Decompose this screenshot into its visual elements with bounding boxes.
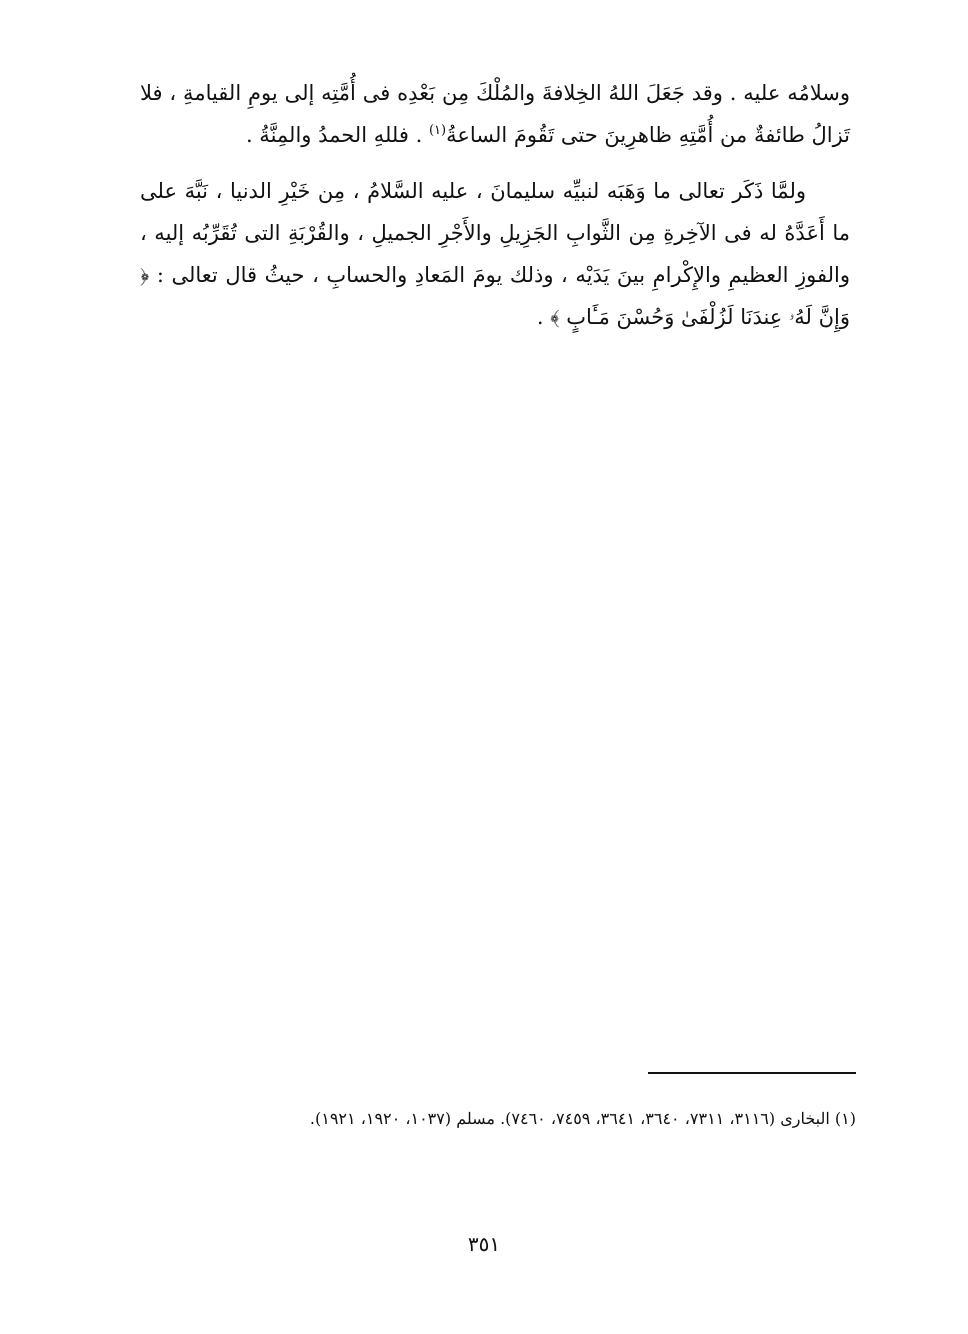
footnote-reference: (١) <box>428 123 447 138</box>
page-number: ٣٥١ <box>467 1232 501 1256</box>
footnote-divider <box>648 1072 856 1074</box>
paragraph-1 <box>140 72 850 156</box>
paragraph-2 <box>140 170 850 338</box>
paragraph-1-text: وسلامُه عليه . وقد جَعَلَ اللهُ الخِلافةَ والمُلْكَ مِن بَعْدِه فى أُمَّتِه إلى يومِ القيامةِ ، فلا تَزالُ طائفةٌ من أُمَّتِهِ ظاهرِينَ حتى تَقُومَ الساعةُ <box>140 81 850 147</box>
main-text <box>140 72 850 338</box>
paragraph-2-text: ولمَّا ذَكَر تعالى ما وَهَبَه لنبيِّه سليمانَ ، عليه السَّلامُ ، مِن خَيْرِ الدنيا ، نَبَّهَ على ما أَعَدَّهُ له فى الآخِرةِ مِن الثَّوابِ الجَزِيلِ والأَجْرِ الجميلِ ، والقُرْبَةِ التى تُقَرِّبُه إليه ، والفوزِ العظيمِ والإِكْرامِ بينَ يَدَيْه ، وذلك يومَ المَعادِ والحسابِ ، حيثُ قال تعالى : ﴿ وَإِنَّ لَهُۥ عِندَنَا لَزُلْفَىٰ وَحُسْنَ مَـَٔابٍ ﴾ . <box>140 179 850 329</box>
footnote: (١) البخارى (٣١١٦، ٧٣١١، ٣٦٤٠، ٣٦٤١، ٧٤٥٩، ٧٤٦٠). مسلم (١٠٣٧، ١٩٢٠، ١٩٢١). <box>309 1109 856 1128</box>
paragraph-1-ending: . فللهِ الحمدُ والمِنَّةُ . <box>245 123 429 147</box>
